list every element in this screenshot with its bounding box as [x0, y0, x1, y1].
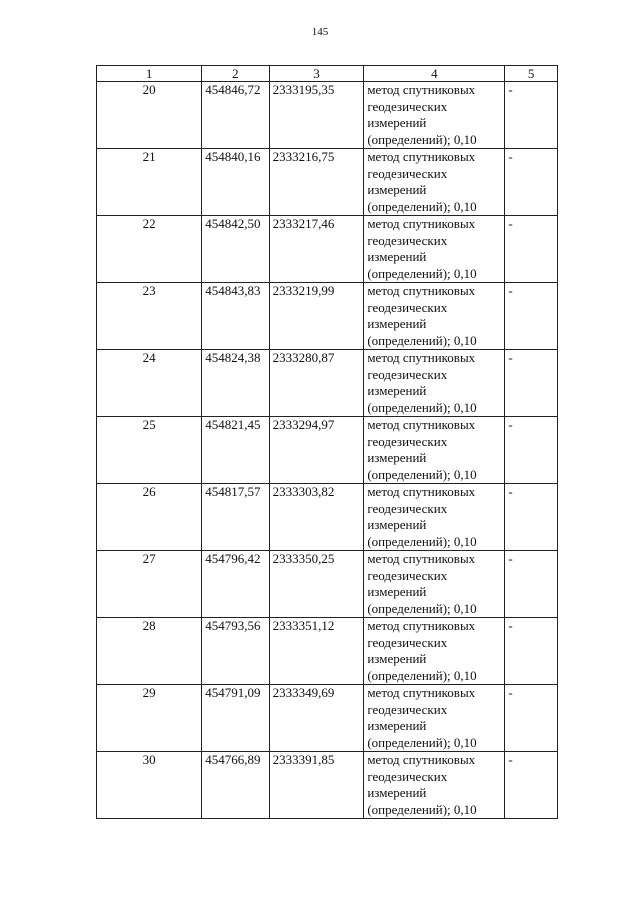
- method-line: метод спутниковых: [367, 283, 476, 298]
- method-line: измерений: [367, 249, 427, 264]
- method-line: геодезических: [367, 567, 448, 583]
- coordinates-table: [96, 65, 558, 819]
- note-cell: -: [505, 685, 558, 752]
- table-header-row: [97, 66, 558, 82]
- point-number-cell: 25: [97, 417, 202, 484]
- method-line: (определений); 0,10: [367, 399, 477, 415]
- table-row: [97, 484, 558, 551]
- y-coordinate-cell: 2333219,99: [269, 283, 364, 350]
- method-line: (определений); 0,10: [367, 131, 477, 147]
- method-line: измерений: [367, 584, 427, 599]
- note-cell: -: [505, 82, 558, 149]
- y-coordinate-cell: 2333349,69: [269, 685, 364, 752]
- method-cell: [364, 149, 505, 216]
- method-line: (определений); 0,10: [367, 332, 477, 348]
- y-coordinate-cell: 2333195,35: [269, 82, 364, 149]
- method-line: геодезических: [367, 299, 448, 315]
- method-line: (определений); 0,10: [367, 265, 477, 281]
- table-body: [97, 82, 558, 819]
- x-coordinate-cell: 454840,16: [202, 149, 269, 216]
- x-coordinate-cell: 454766,89: [202, 752, 269, 819]
- point-number-cell: 24: [97, 350, 202, 417]
- method-line: измерений: [367, 115, 427, 130]
- method-line: геодезических: [367, 232, 448, 248]
- x-coordinate-cell: 454791,09: [202, 685, 269, 752]
- method-line: измерений: [367, 651, 427, 666]
- point-number-cell: 23: [97, 283, 202, 350]
- table-row: [97, 149, 558, 216]
- point-number-cell: 29: [97, 685, 202, 752]
- column-header-2: 2: [202, 66, 269, 82]
- method-line: измерений: [367, 718, 427, 733]
- method-cell: [364, 484, 505, 551]
- method-line: геодезических: [367, 433, 448, 449]
- method-line: геодезических: [367, 98, 448, 114]
- method-line: геодезических: [367, 366, 448, 382]
- y-coordinate-cell: 2333216,75: [269, 149, 364, 216]
- method-line: геодезических: [367, 768, 448, 784]
- method-cell: [364, 551, 505, 618]
- method-line: метод спутниковых: [367, 752, 476, 767]
- note-cell: -: [505, 216, 558, 283]
- point-number-cell: 27: [97, 551, 202, 618]
- method-line: метод спутниковых: [367, 618, 476, 633]
- x-coordinate-cell: 454796,42: [202, 551, 269, 618]
- method-line: метод спутниковых: [367, 82, 476, 97]
- method-cell: [364, 752, 505, 819]
- method-cell: [364, 685, 505, 752]
- method-line: (определений); 0,10: [367, 801, 477, 817]
- note-cell: -: [505, 350, 558, 417]
- column-header-4: 4: [364, 66, 505, 82]
- x-coordinate-cell: 454821,45: [202, 417, 269, 484]
- note-cell: -: [505, 484, 558, 551]
- x-coordinate-cell: 454846,72: [202, 82, 269, 149]
- method-line: (определений); 0,10: [367, 734, 477, 750]
- method-cell: [364, 417, 505, 484]
- x-coordinate-cell: 454793,56: [202, 618, 269, 685]
- method-line: (определений); 0,10: [367, 466, 477, 482]
- method-line: геодезических: [367, 634, 448, 650]
- table-row: [97, 618, 558, 685]
- note-cell: -: [505, 752, 558, 819]
- column-header-3: 3: [269, 66, 364, 82]
- point-number-cell: 22: [97, 216, 202, 283]
- y-coordinate-cell: 2333391,85: [269, 752, 364, 819]
- table-row: [97, 685, 558, 752]
- method-line: метод спутниковых: [367, 484, 476, 499]
- x-coordinate-cell: 454842,50: [202, 216, 269, 283]
- note-cell: -: [505, 417, 558, 484]
- table-row: [97, 350, 558, 417]
- method-line: (определений); 0,10: [367, 600, 477, 616]
- y-coordinate-cell: 2333294,97: [269, 417, 364, 484]
- point-number-cell: 21: [97, 149, 202, 216]
- x-coordinate-cell: 454843,83: [202, 283, 269, 350]
- method-line: геодезических: [367, 165, 448, 181]
- table-row: [97, 752, 558, 819]
- method-cell: [364, 82, 505, 149]
- method-cell: [364, 618, 505, 685]
- method-line: (определений); 0,10: [367, 533, 477, 549]
- method-cell: [364, 216, 505, 283]
- method-line: метод спутниковых: [367, 685, 476, 700]
- page-number: 145: [311, 26, 329, 38]
- method-line: метод спутниковых: [367, 417, 476, 432]
- y-coordinate-cell: 2333350,25: [269, 551, 364, 618]
- method-line: метод спутниковых: [367, 216, 476, 231]
- method-cell: [364, 350, 505, 417]
- point-number-cell: 30: [97, 752, 202, 819]
- method-line: (определений); 0,10: [367, 667, 477, 683]
- table-row: [97, 551, 558, 618]
- method-line: геодезических: [367, 701, 448, 717]
- method-line: метод спутниковых: [367, 149, 476, 164]
- point-number-cell: 26: [97, 484, 202, 551]
- method-line: измерений: [367, 316, 427, 331]
- method-cell: [364, 283, 505, 350]
- note-cell: -: [505, 551, 558, 618]
- point-number-cell: 20: [97, 82, 202, 149]
- note-cell: -: [505, 149, 558, 216]
- x-coordinate-cell: 454817,57: [202, 484, 269, 551]
- method-line: (определений); 0,10: [367, 198, 477, 214]
- method-line: измерений: [367, 450, 427, 465]
- table-row: [97, 82, 558, 149]
- method-line: измерений: [367, 785, 427, 800]
- method-line: измерений: [367, 383, 427, 398]
- column-header-1: 1: [97, 66, 202, 82]
- method-line: метод спутниковых: [367, 350, 476, 365]
- method-line: геодезических: [367, 500, 448, 516]
- y-coordinate-cell: 2333280,87: [269, 350, 364, 417]
- method-line: измерений: [367, 182, 427, 197]
- y-coordinate-cell: 2333217,46: [269, 216, 364, 283]
- table-row: [97, 417, 558, 484]
- y-coordinate-cell: 2333351,12: [269, 618, 364, 685]
- method-line: метод спутниковых: [367, 551, 476, 566]
- table-row: [97, 216, 558, 283]
- table-row: [97, 283, 558, 350]
- column-header-5: 5: [505, 66, 558, 82]
- note-cell: -: [505, 618, 558, 685]
- point-number-cell: 28: [97, 618, 202, 685]
- method-line: измерений: [367, 517, 427, 532]
- x-coordinate-cell: 454824,38: [202, 350, 269, 417]
- y-coordinate-cell: 2333303,82: [269, 484, 364, 551]
- note-cell: -: [505, 283, 558, 350]
